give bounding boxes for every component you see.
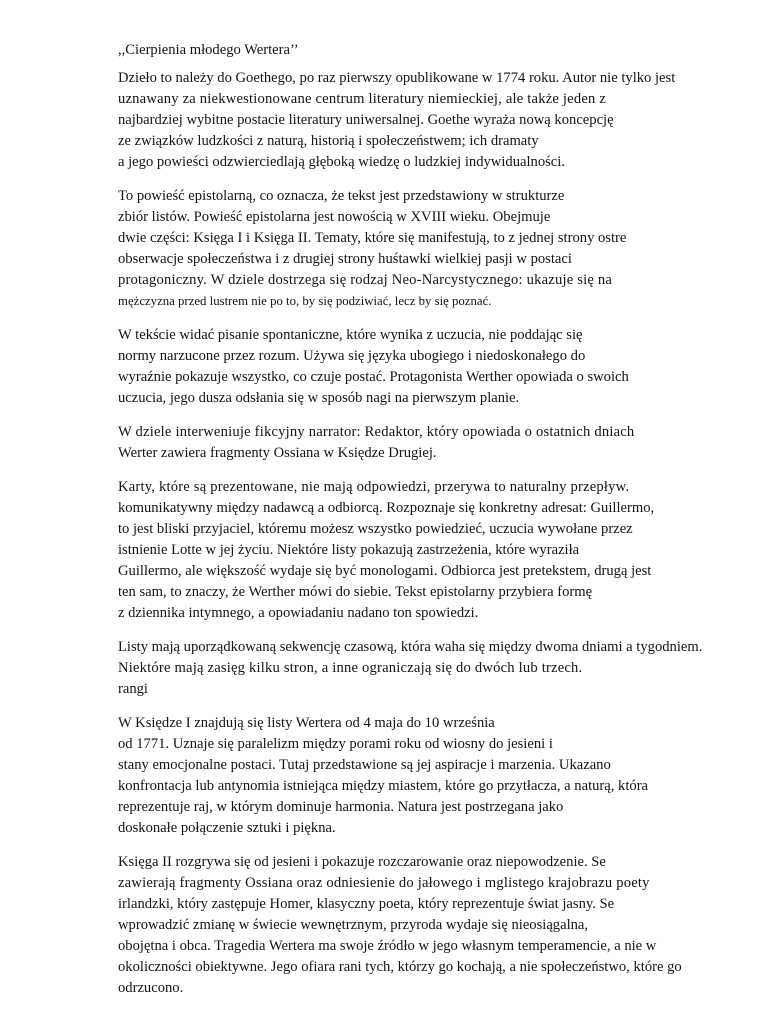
paragraph-7 xyxy=(118,713,768,839)
text-line: od 1771. Uznaje się paralelizm między porami roku od wiosny do jesieni i xyxy=(118,736,553,752)
text-line: W Księdze I znajdują się listy Wertera od 4 maja do 10 września xyxy=(118,715,495,731)
text-line: to jest bliski przyjaciel, któremu możesz wszystko powiedzieć, uczucia wywołane przez xyxy=(118,521,633,537)
paragraph-8 xyxy=(118,852,768,999)
text-line: dwie części: Księga I i Księga II. Tematy, które się manifestują, to z jednej strony ostre xyxy=(118,230,627,246)
text-line: stany emocjonalne postaci. Tutaj przedstawione są jej aspiracje i marzenia. Ukazano xyxy=(118,757,611,773)
text-line: W dziele interweniuje fikcyjny narrator: Redaktor, który opowiada o ostatnich dniach xyxy=(118,424,635,440)
paragraph-3 xyxy=(118,325,768,409)
paragraph-2 xyxy=(118,186,768,312)
text-line: obserwacje społeczeństwa i z drugiej strony huśtawki wielkiej pasji w postaci xyxy=(118,251,572,267)
text-line: Dzieło to należy do Goethego, po raz pierwszy opublikowane w 1774 roku. Autor nie tylko jest xyxy=(118,70,676,86)
document-title: ,,Cierpienia młodego Wertera’’ xyxy=(118,42,299,58)
text-line: Karty, które są prezentowane, nie mają odpowiedzi, przerywa to naturalny przepływ. xyxy=(118,479,630,495)
text-line: rangi xyxy=(118,681,148,697)
text-line: obojętna i obca. Tragedia Wertera ma swoje źródło w jego własnym temperamencie, a nie w xyxy=(118,938,657,954)
text-line: protagoniczny. W dziele dostrzega się rodzaj Neo-Narcystycznego: ukazuje się na xyxy=(118,272,613,288)
paragraph-1 xyxy=(118,68,768,173)
text-line: istnienie Lotte w jej życiu. Niektóre listy pokazują zastrzeżenia, które wyraziła xyxy=(118,542,580,558)
text-line: normy narzucone przez rozum. Używa się języka ubogiego i niedoskonałego do xyxy=(118,348,586,364)
text-line: Guillermo, ale większość wydaje się być monologami. Odbiorca jest pretekstem, drugą jest xyxy=(118,563,652,579)
text-line: mężczyzna przed lustrem nie po to, by się podziwiać, lecz by się poznać. xyxy=(118,294,492,308)
text-line: reprezentuje raj, w którym dominuje harmonia. Natura jest postrzegana jako xyxy=(118,799,564,815)
text-line: zbiór listów. Powieść epistolarna jest nowością w XVIII wieku. Obejmuje xyxy=(118,209,551,225)
text-line: Listy mają uporządkowaną sekwencję czasową, która waha się między dwoma dniami a tygodniem. xyxy=(118,639,703,655)
text-line: wyraźnie pokazuje wszystko, co czuje postać. Protagonista Werther opowiada o swoich xyxy=(118,369,629,385)
text-line: wprowadzić zmianę w świecie wewnętrznym, przyroda wydaje się nieosiągalna, xyxy=(118,917,589,933)
text-line: To powieść epistolarną, co oznacza, że tekst jest przedstawiony w strukturze xyxy=(118,188,565,204)
text-line: Księga II rozgrywa się od jesieni i pokazuje rozczarowanie oraz niepowodzenie. Se xyxy=(118,854,606,870)
text-line: W tekście widać pisanie spontaniczne, które wynika z uczucia, nie poddając się xyxy=(118,327,583,343)
paragraph-5 xyxy=(118,477,768,624)
text-line: Werter zawiera fragmenty Ossiana w Księdze Drugiej. xyxy=(118,445,437,461)
paragraph-4 xyxy=(118,422,768,464)
text-line: a jego powieści odzwierciedlają głęboką wiedzę o ludzkiej indywidualności. xyxy=(118,154,565,170)
text-line: Niektóre mają zasięg kilku stron, a inne ograniczają się do dwóch lub trzech. xyxy=(118,660,583,676)
text-line: irlandzki, który zastępuje Homer, klasyczny poeta, który reprezentuje świat jasny. Se xyxy=(118,896,615,912)
text-line: z dziennika intymnego, a opowiadaniu nadano ton spowiedzi. xyxy=(118,605,479,621)
text-line: okoliczności obiektywne. Jego ofiara rani tych, którzy go kochają, a nie społeczeństwo, które go xyxy=(118,959,682,975)
text-line: komunikatywny między nadawcą a odbiorcą. Rozpoznaje się konkretny adresat: Guillermo, xyxy=(118,500,655,516)
text-line: ten sam, to znaczy, że Werther mówi do siebie. Tekst epistolarny przybiera formę xyxy=(118,584,593,600)
text-line: doskonałe połączenie sztuki i piękna. xyxy=(118,820,336,836)
text-line: konfrontacja lub antynomia istniejąca między miastem, które go przytłacza, a naturą, która xyxy=(118,778,649,794)
text-line: uznawany za niekwestionowane centrum literatury niemieckiej, ale także jeden z xyxy=(118,91,607,107)
text-line: najbardziej wybitne postacie literatury uniwersalnej. Goethe wyraża nową koncepcję xyxy=(118,112,614,128)
document-page xyxy=(118,40,768,1012)
text-line: uczucia, jego dusza odsłania się w sposób nagi na pierwszym planie. xyxy=(118,390,520,406)
text-line: zawierają fragmenty Ossiana oraz odniesienie do jałowego i mglistego krajobrazu poety xyxy=(118,875,650,891)
text-line: ze związków ludzkości z naturą, historią i społeczeństwem; ich dramaty xyxy=(118,133,539,149)
paragraph-6 xyxy=(118,637,768,700)
text-line: odrzucono. xyxy=(118,980,184,996)
